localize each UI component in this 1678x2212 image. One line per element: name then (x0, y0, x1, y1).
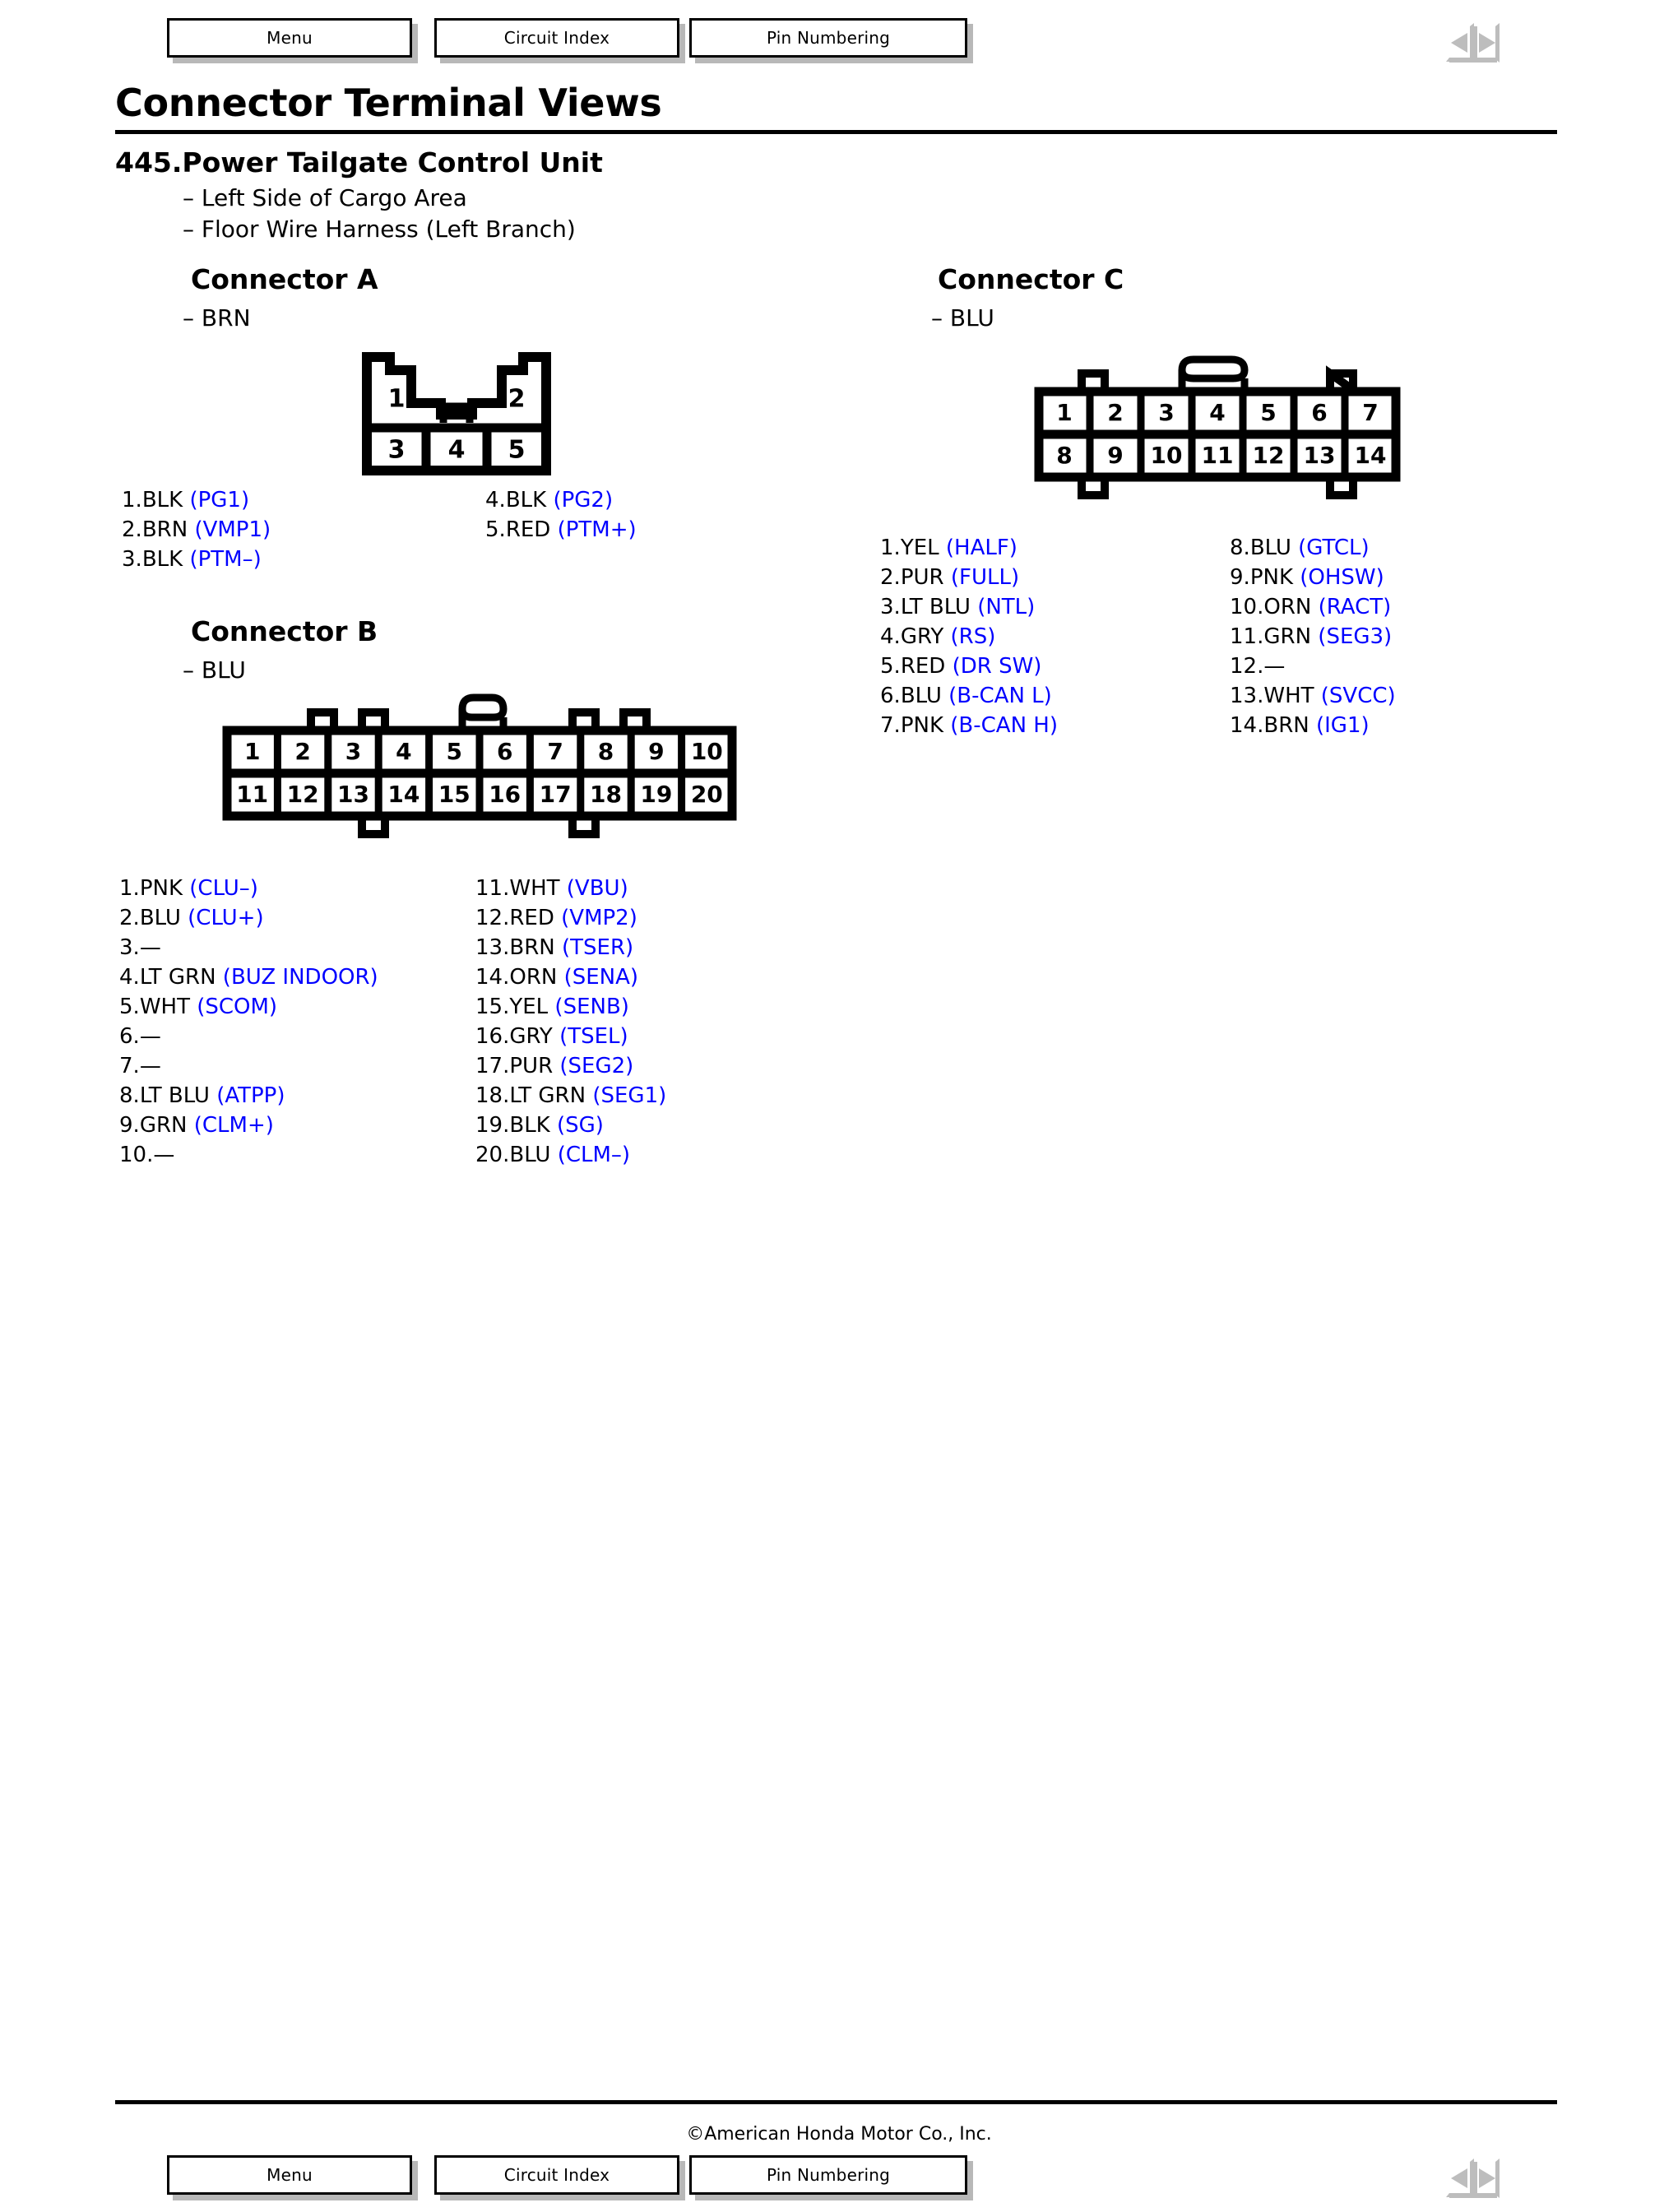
connector-c-color: – BLU (931, 304, 994, 332)
connector-b-diagram (220, 693, 739, 853)
circuit-index-button-footer[interactable]: Circuit Index (434, 2155, 679, 2195)
pin-row: 20.BLU (CLM–) (475, 1143, 631, 1167)
svg-text:12: 12 (1252, 442, 1285, 469)
svg-text:15: 15 (438, 781, 470, 808)
svg-text:5: 5 (446, 738, 463, 765)
svg-text:4: 4 (1209, 399, 1226, 426)
svg-text:13: 13 (1303, 442, 1336, 469)
svg-text:2: 2 (508, 384, 526, 414)
svg-text:7: 7 (1362, 399, 1379, 426)
pin-row: 10.— (119, 1143, 175, 1167)
pin-row: 4.LT GRN (BUZ INDOOR) (119, 965, 378, 990)
pin-row: 2.PUR (FULL) (880, 565, 1020, 590)
pin-row: 2.BRN (VMP1) (122, 517, 271, 542)
top-toolbar (0, 18, 1678, 72)
footer-divider (115, 2100, 1557, 2104)
svg-text:3: 3 (1158, 399, 1175, 426)
pin-row: 4.BLK (PG2) (485, 488, 614, 512)
pin-row: 3.BLK (PTM–) (122, 547, 262, 572)
svg-text:9: 9 (648, 738, 665, 765)
svg-text:3: 3 (387, 435, 406, 465)
pin-row: 7.— (119, 1054, 161, 1078)
svg-text:2: 2 (294, 738, 311, 765)
pin-row: 9.GRN (CLM+) (119, 1113, 274, 1138)
svg-text:3: 3 (345, 738, 362, 765)
prev-page-icon-footer (1451, 2168, 1467, 2188)
svg-text:7: 7 (547, 738, 563, 765)
svg-text:12: 12 (286, 781, 319, 808)
connector-a-pins-left (122, 485, 271, 574)
page-navigation-bottom[interactable] (1433, 2157, 1523, 2203)
pin-row: 1.YEL (HALF) (880, 536, 1017, 560)
connector-c-diagram (1032, 355, 1402, 512)
connector-a-color: – BRN (183, 304, 251, 332)
svg-text:11: 11 (1201, 442, 1234, 469)
copyright-notice: ©American Honda Motor Co., Inc. (686, 2124, 992, 2145)
svg-text:4: 4 (447, 435, 466, 465)
next-page-icon-footer (1479, 2168, 1495, 2188)
pin-row: 12.RED (VMP2) (475, 906, 637, 930)
pin-row: 18.LT GRN (SEG1) (475, 1083, 667, 1108)
pin-row: 12.— (1230, 654, 1286, 679)
svg-text:18: 18 (590, 781, 622, 808)
pin-numbering-button[interactable]: Pin Numbering (689, 18, 967, 58)
svg-text:9: 9 (1107, 442, 1124, 469)
prev-page-icon (1451, 33, 1467, 53)
pin-row: 5.WHT (SCOM) (119, 995, 278, 1019)
pin-row: 16.GRY (TSEL) (475, 1024, 628, 1049)
connector-b-pins-left (119, 874, 378, 1170)
menu-button[interactable]: Menu (167, 18, 412, 58)
svg-text:5: 5 (1260, 399, 1277, 426)
pin-row: 17.PUR (SEG2) (475, 1054, 634, 1078)
connector-a-heading: Connector A (191, 263, 378, 295)
pin-row: 15.YEL (SENB) (475, 995, 629, 1019)
pin-row: 1.PNK (CLU–) (119, 876, 258, 901)
pin-row: 5.RED (DR SW) (880, 654, 1042, 679)
pin-row: 1.BLK (PG1) (122, 488, 250, 512)
svg-text:13: 13 (337, 781, 369, 808)
section-subline-1: – Left Side of Cargo Area (183, 184, 467, 211)
next-page-icon (1479, 33, 1495, 53)
connector-c-pins-left (880, 533, 1058, 740)
pin-row: 6.— (119, 1024, 161, 1049)
page-title: Connector Terminal Views (115, 81, 662, 125)
svg-text:19: 19 (640, 781, 673, 808)
svg-text:10: 10 (1150, 442, 1183, 469)
pin-row: 6.BLU (B-CAN L) (880, 684, 1052, 708)
pin-row: 7.PNK (B-CAN H) (880, 713, 1058, 738)
pin-row: 3.— (119, 935, 161, 960)
svg-text:8: 8 (597, 738, 614, 765)
connector-a-diagram (362, 352, 551, 475)
pin-row: 13.WHT (SVCC) (1230, 684, 1396, 708)
connector-b-pins-right (475, 874, 666, 1170)
pin-row: 11.WHT (VBU) (475, 876, 628, 901)
svg-text:2: 2 (1107, 399, 1124, 426)
svg-text:14: 14 (1354, 442, 1387, 469)
connector-b-heading: Connector B (191, 615, 378, 647)
menu-button-footer[interactable]: Menu (167, 2155, 412, 2195)
title-divider (115, 130, 1557, 134)
pin-row: 19.BLK (SG) (475, 1113, 604, 1138)
pin-row: 11.GRN (SEG3) (1230, 624, 1393, 649)
svg-text:1: 1 (387, 384, 406, 414)
svg-text:16: 16 (489, 781, 521, 808)
svg-text:17: 17 (539, 781, 572, 808)
pin-row: 8.LT BLU (ATPP) (119, 1083, 285, 1108)
connector-c-pins-right (1230, 533, 1396, 740)
svg-text:6: 6 (1311, 399, 1328, 426)
section-title: 445.Power Tailgate Control Unit (115, 146, 603, 179)
svg-text:11: 11 (236, 781, 269, 808)
pin-row: 9.PNK (OHSW) (1230, 565, 1384, 590)
section-subline-2: – Floor Wire Harness (Left Branch) (183, 216, 576, 243)
svg-text:1: 1 (1056, 399, 1073, 426)
pin-row: 14.ORN (SENA) (475, 965, 639, 990)
connector-b-color: – BLU (183, 656, 246, 684)
pin-row: 8.BLU (GTCL) (1230, 536, 1370, 560)
pin-row: 14.BRN (IG1) (1230, 713, 1370, 738)
connector-a-pins-right (485, 485, 637, 545)
svg-text:14: 14 (387, 781, 420, 808)
connector-c-heading: Connector C (938, 263, 1124, 295)
pin-row: 13.BRN (TSER) (475, 935, 634, 960)
pin-row: 5.RED (PTM+) (485, 517, 637, 542)
circuit-index-button[interactable]: Circuit Index (434, 18, 679, 58)
svg-text:4: 4 (396, 738, 412, 765)
svg-text:5: 5 (508, 435, 526, 465)
pin-row: 2.BLU (CLU+) (119, 906, 264, 930)
pin-numbering-button-footer[interactable]: Pin Numbering (689, 2155, 967, 2195)
bottom-toolbar (0, 2155, 1678, 2210)
svg-text:8: 8 (1056, 442, 1073, 469)
svg-text:10: 10 (690, 738, 723, 765)
pin-row: 4.GRY (RS) (880, 624, 996, 649)
svg-text:1: 1 (243, 738, 261, 765)
pin-row: 10.ORN (RACT) (1230, 595, 1392, 619)
pin-row: 3.LT BLU (NTL) (880, 595, 1036, 619)
svg-text:6: 6 (496, 738, 513, 765)
svg-text:20: 20 (690, 781, 723, 808)
page-navigation-top[interactable] (1433, 21, 1523, 67)
